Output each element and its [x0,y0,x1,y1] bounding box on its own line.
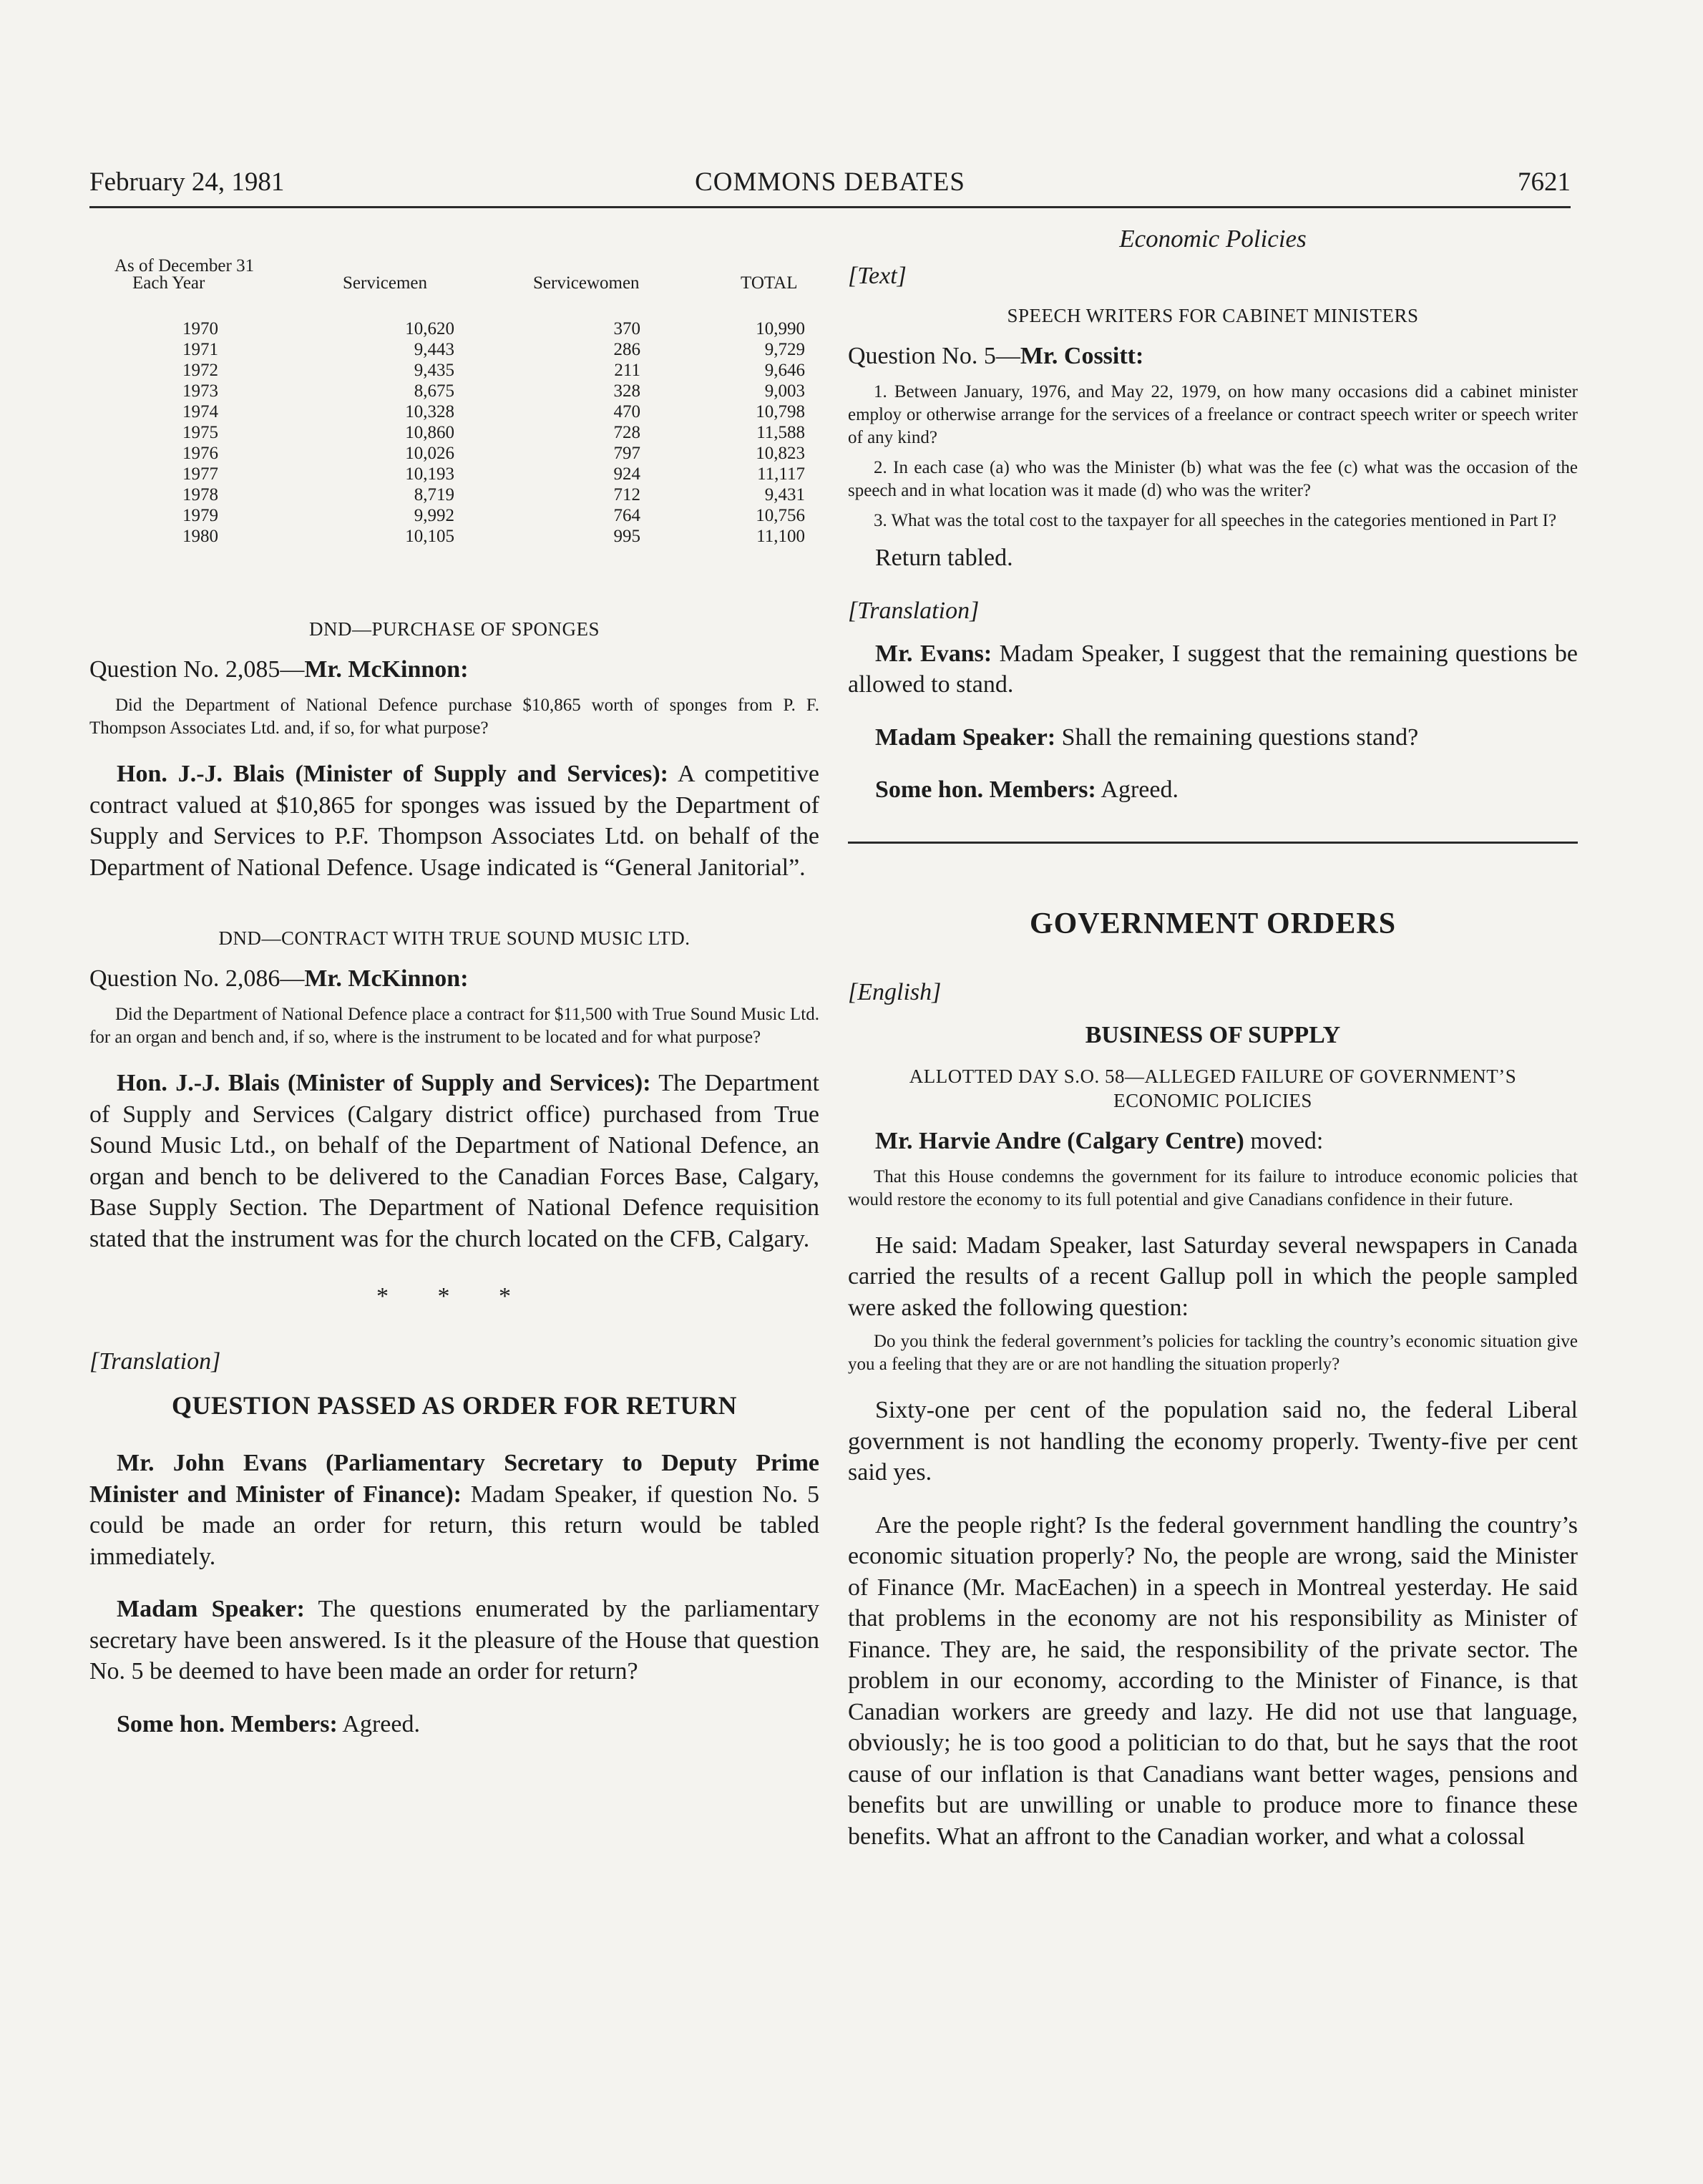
header-title: COMMONS DEBATES [695,167,965,197]
evans-statement: Mr. John Evans (Parliamentary Secretary to Deputy Prime Minister and Minister of Finance): Madam Speaker, if question No. 5 could be made an order for return, this return would be tabled immediately. [89,1450,819,1570]
section-rule [848,842,1578,844]
madam-speaker-statement: Madam Speaker: The questions enumerated by the parliamentary secretary have been answered. Is it the pleasure of the House that question No. 5 be deemed to have been made an order for return? [89,1596,819,1685]
members-agreed: Some hon. Members: Agreed. [117,1710,420,1737]
table-header-total: TOTAL [741,273,798,293]
speaker-question: Madam Speaker: Shall the remaining questions stand? [875,723,1419,751]
question-part-2: 2. In each case (a) who was the Minister (b) what was the fee (c) what was the occasion of the speech and in what location was it made (d) who was the writer? [848,458,1578,500]
members-agreed-right: Some hon. Members: Agreed. [875,776,1179,803]
sponges-question-text: Did the Department of National Defence purchase $10,865 worth of sponges from P. F. Thompson Associates Ltd. and, if so, for what purpose? [89,696,819,738]
music-question-text: Did the Department of National Defence place a contract for $11,500 with True Sound Music Ltd. for an organ and bench and, if so, where is the instrument to be located and for what purpose? [89,1005,819,1047]
motion-text: That this House condemns the government for its failure to introduce economic policies that would restore the economy to its full potential and give Canadians confidence in their future. [848,1166,1578,1209]
music-heading: DND—CONTRACT WITH TRUE SOUND MUSIC LTD. [218,927,691,949]
sponges-answer: Hon. J.-J. Blais (Minister of Supply and Services): A competitive contract valued at $10,865 for sponges was issued by the Department of Supply and Services to P.F. Thompson Associates Ltd. on behalf of the Department of National Defence. Usage indicated is “General Janitorial”. [89,761,819,881]
section-separator: * * * [376,1283,532,1310]
return-tabled: Return tabled. [875,545,1013,571]
right-column [848,223,1578,1873]
table-header-each-year: Each Year [132,273,205,293]
andre-speech-p1: He said: Madam Speaker, last Saturday several newspapers in Canada carried the results of a recent Gallup poll in which the people sampled were asked the following question: [848,1232,1578,1321]
table-header-servicewomen: Servicewomen [533,273,640,293]
page-header [89,166,1571,208]
header-page-number: 7621 [1518,167,1571,197]
translation-tag: [Translation] [89,1348,221,1375]
poll-question: Do you think the federal government’s policies for tackling the country’s economic situation give you a feeling that they are or are not handling the situation properly? [848,1332,1578,1374]
sponges-heading: DND—PURCHASE OF SPONGES [308,618,600,640]
government-orders-heading: GOVERNMENT ORDERS [1029,907,1397,940]
table-header-servicemen: Servicemen [343,273,428,293]
header-date: February 24, 1981 [89,167,285,197]
cossitt-question-number: Question No. 5—Mr. Cossitt: [848,343,1144,369]
sponges-question-number: Question No. 2,085—Mr. McKinnon: [89,656,469,683]
allotted-day-heading: ALLOTTED DAY S.O. 58—ALLEGED FAILURE OF GOVERNMENT’S ECONOMIC POLICIES [909,1065,1517,1111]
left-column [89,258,819,1761]
order-for-return-heading: QUESTION PASSED AS ORDER FOR RETURN [172,1391,737,1420]
andre-speech-p3: Are the people right? Is the federal government handling the country’s economic situation properly? No, the people are wrong, said the Minister of Finance (Mr. MacEachen) in a speech in Montreal yesterday. He said that problems in the economy are not his responsibility as Minister of Finance. They are, he said, the responsibility of the private sector. The problem in our economy, according to the Minister of Finance, is that Canadian workers are greedy and lazy. He did not use that language, obviously; he is too good a politician to do that, but he says that the root cause of our inflation is that Canadians want better wages, pensions and benefits but are unwilling or unable to produce more to finance these benefits. What an affront to the Canadian worker, and what a colossal [848,1511,1578,1850]
personnel-table: As of December 31 Each Year Servicemen Servicewomen TOTAL 1970 10,620 370 10,990 1971 9,443 286 9,729 1972 9,435 211 9,646 1973 8,675 328 9,003 1974 10,328 470 10,798 1975 10,860 728 11,588 1976 10,026 797 10,823 1977 10,193 924 11,117 1978 8,719 712 9,431 1979 9,992 764 10,756 1980 10,105 995 11,100 [114,256,805,546]
table-header-asof: As of December 31 [114,256,255,276]
business-of-supply-heading: BUSINESS OF SUPPLY [1085,1021,1341,1048]
andre-speech-p2: Sixty-one per cent of the population said no, the federal Liberal government is not handling the economy properly. Twenty-five per cent said yes. [848,1397,1578,1486]
andre-moved: Mr. Harvie Andre (Calgary Centre) moved: [875,1127,1324,1154]
speech-writers-heading: SPEECH WRITERS FOR CABINET MINISTERS [1007,305,1419,326]
text-tag: [Text] [848,263,907,289]
evans-suggestion: Mr. Evans: Madam Speaker, I suggest that the remaining questions be allowed to stand. [848,640,1578,698]
translation-tag-right: [Translation] [848,597,980,624]
english-tag: [English] [848,978,942,1005]
question-part-3: 3. What was the total cost to the taxpayer for all speeches in the categories mentioned in Part I? [874,511,1557,530]
music-question-number: Question No. 2,086—Mr. McKinnon: [89,965,469,992]
running-title: Economic Policies [1119,225,1307,253]
question-part-1: 1. Between January, 1976, and May 22, 1979, on how many occasions did a cabinet minister employ or otherwise arrange for the services of a freelance or contract speech writer or speech writer of any kind? [848,382,1578,447]
music-answer: Hon. J.-J. Blais (Minister of Supply and Services): The Department of Supply and Services (Calgary district office) purchased from True Sound Music Ltd., on behalf of the Department of National Defence, an organ and bench to be delivered to the Canadian Forces Base, Calgary, Base Supply Section. The Department of National Defence requisition stated that the instrument was for the church located on the CFB, Calgary. [89,1070,820,1252]
